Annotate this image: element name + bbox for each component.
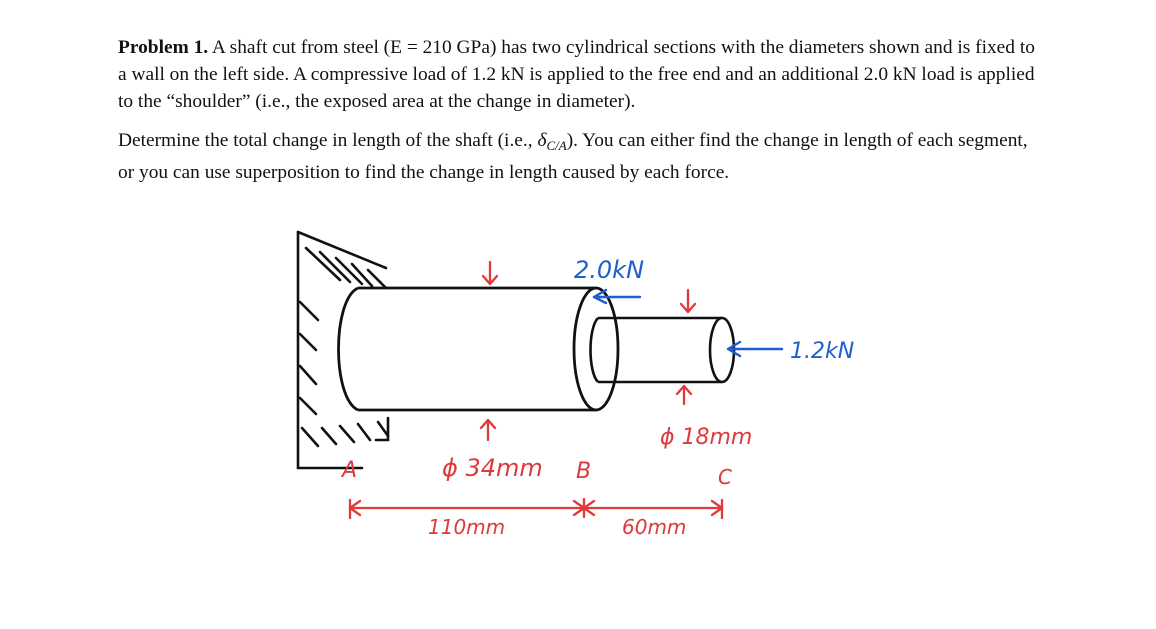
shoulder-load-label: 2.0kN: [574, 256, 645, 284]
point-a-label: A: [342, 458, 358, 483]
shoulder-load-arrow: [594, 290, 640, 303]
problem-label: Problem 1.: [118, 37, 209, 58]
problem-text-2a: Determine the total change in length of the shaft (i.e.,: [118, 130, 538, 151]
large-diameter-label: ϕ 34mm: [442, 454, 543, 482]
large-cylinder: [339, 288, 619, 410]
point-c-label: C: [718, 465, 732, 489]
large-diameter-bottom-arrow: [481, 420, 495, 440]
delta-symbol: δ: [537, 130, 547, 151]
small-diameter-bottom-arrow: [677, 386, 691, 404]
small-cylinder: [591, 318, 735, 382]
end-load-arrow: [728, 342, 782, 356]
length-bc-label: 60mm: [622, 515, 687, 539]
problem-text-2b: ). You can either find the change in length of each segment, or you can use superposition to find the change in length caused by each force.: [118, 130, 1028, 183]
length-ab-label: 110mm: [428, 515, 506, 539]
end-load-label: 1.2kN: [790, 339, 855, 364]
delta-subscript: C/A: [546, 138, 567, 153]
problem-text-1: A shaft cut from steel (E = 210 GPa) has two cylindrical sections with the diameters shown and is fixed to a wall on the left side. A compressive load of 1.2 kN is applied to the free end and an additional 2.0 kN load is applied to the “shoulder” (i.e., the exposed area at the change in diameter).: [118, 37, 1035, 112]
point-b-label: B: [576, 459, 592, 484]
small-diameter-top-arrow: [681, 290, 695, 312]
large-diameter-top-arrow: [483, 262, 497, 284]
small-diameter-label: ϕ 18mm: [660, 425, 753, 450]
fixed-wall: [298, 232, 388, 468]
